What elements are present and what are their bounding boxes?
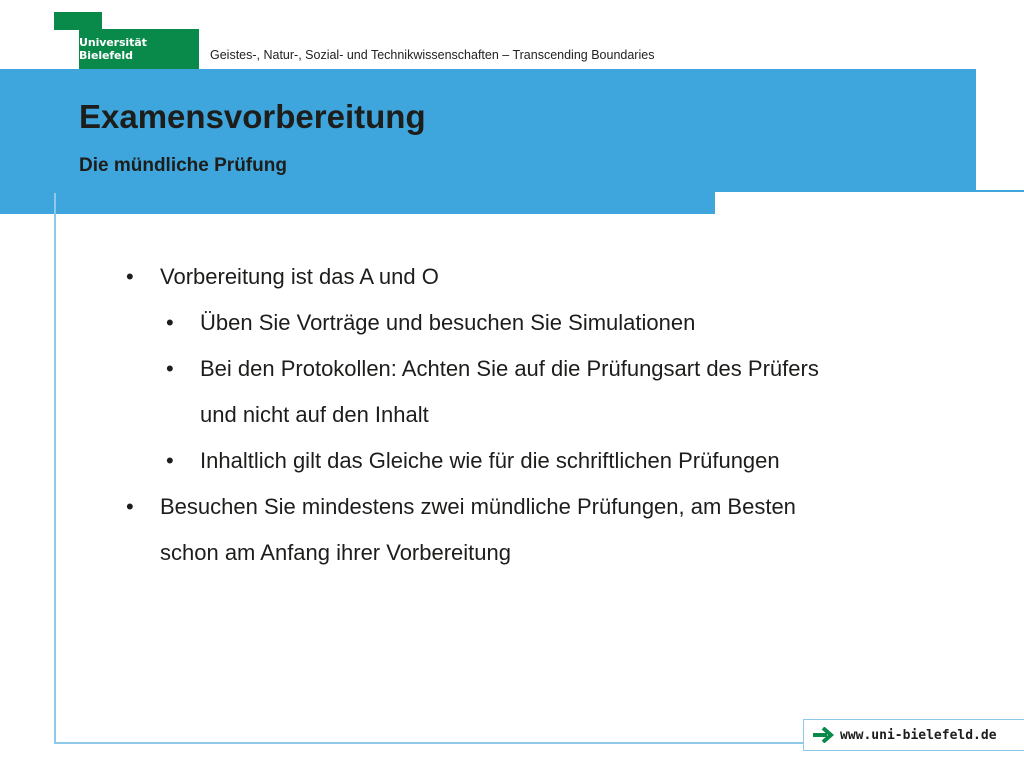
title-band-extension bbox=[0, 190, 715, 214]
arrow-right-icon bbox=[812, 726, 834, 744]
bullet-text: Vorbereitung ist das A und O bbox=[160, 264, 439, 289]
slide-subtitle: Die mündliche Prüfung bbox=[79, 155, 287, 176]
bullet-dot: • bbox=[126, 264, 134, 289]
slide-title: Examensvorbereitung bbox=[79, 98, 426, 135]
bullet-text: und nicht auf den Inhalt bbox=[200, 402, 429, 427]
bullet-text: Üben Sie Vorträge und besuchen Sie Simulationen bbox=[200, 310, 696, 335]
logo-text: Universität Bielefeld bbox=[79, 36, 147, 62]
bullet-text: Bei den Protokollen: Achten Sie auf die Prüfungsart des Prüfers bbox=[200, 356, 819, 381]
frame-bottom-border bbox=[54, 742, 804, 744]
bullet-text: Besuchen Sie mindestens zwei mündliche Prüfungen, am Besten bbox=[160, 494, 796, 519]
frame-top-divider bbox=[715, 190, 1024, 192]
bullet-text: schon am Anfang ihrer Vorbereitung bbox=[160, 540, 512, 565]
university-logo bbox=[79, 29, 199, 69]
bullet-text: Inhaltlich gilt das Gleiche wie für die schriftlichen Prüfungen bbox=[200, 448, 780, 473]
header-tagline: Geistes-, Natur-, Sozial- und Technikwissenschaften – Transcending Boundaries bbox=[210, 48, 655, 62]
bullet-dot: • bbox=[166, 356, 174, 381]
logo-accent-block bbox=[54, 12, 102, 30]
bullet-dot: • bbox=[166, 310, 174, 335]
frame-left-border bbox=[54, 193, 56, 743]
bullet-dot: • bbox=[166, 448, 174, 473]
website-link[interactable] bbox=[803, 719, 1024, 751]
bullet-dot: • bbox=[126, 494, 134, 519]
website-url[interactable]: www.uni-bielefeld.de bbox=[840, 727, 997, 743]
